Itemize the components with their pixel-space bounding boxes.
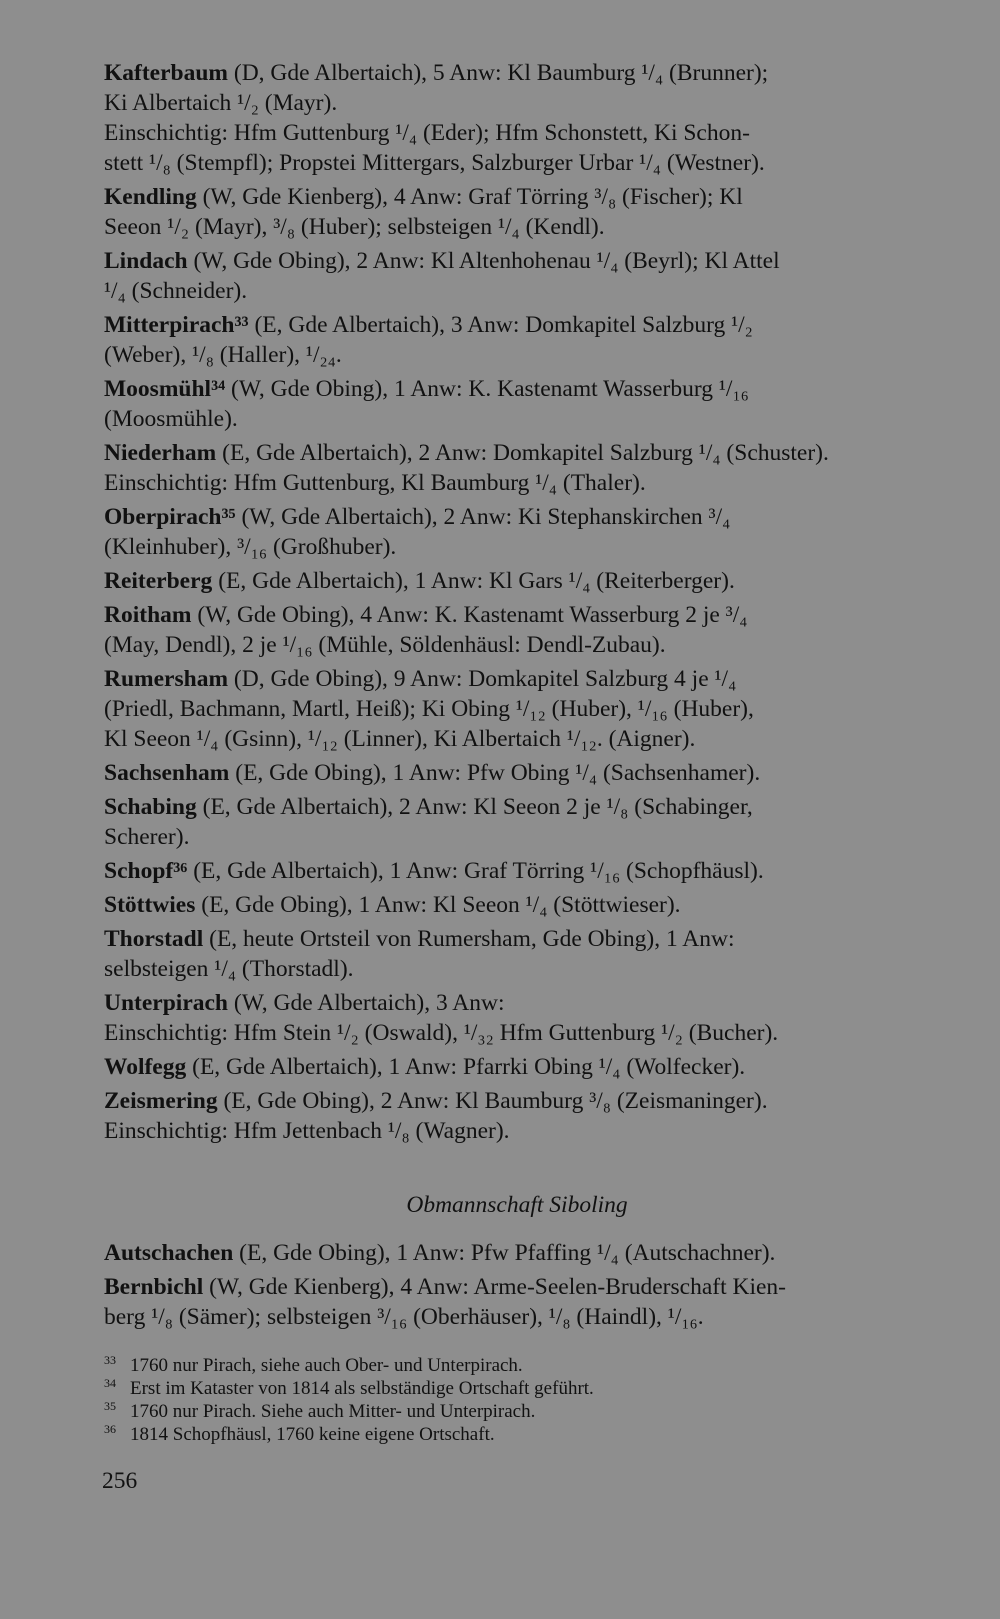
footnote: 35 1760 nur Pirach. Siehe auch Mitter- und Unterpirach. [104,1398,536,1422]
footnote: 33 1760 nur Pirach, siehe auch Ober- und Unterpirach. [104,1352,523,1376]
footnotes [104,1354,930,1446]
entry-line: Kafterbaum (D, Gde Albertaich), 5 Anw: Kl Baumburg ¹/₄ (Brunner); [104,60,769,86]
entry-headword: Autschachen [104,1240,234,1266]
place-entry [104,856,930,886]
entry-headword: Reiterberg [104,568,213,594]
entry-headword: Wolfegg [104,1054,187,1080]
place-entry [104,1238,930,1268]
entry-headword: Moosmühl³⁴ [104,376,226,402]
entry-headword: Unterpirach [104,990,229,1016]
place-entry [104,566,930,596]
entry-line: Einschichtig: Hfm Guttenburg, Kl Baumburg ¹/₄ (Thaler). [104,470,646,496]
footnote: 36 1814 Schopfhäusl, 1760 keine eigene Ortschaft. [104,1421,495,1445]
entry-line: (Moosmühle). [104,406,238,432]
place-entry [104,1272,930,1332]
entry-headword: Sachsenham [104,760,230,786]
place-entry [104,600,930,660]
entry-headword: Stöttwies [104,892,196,918]
entry-line: Mitterpirach³³ (E, Gde Albertaich), 3 Anw: Domkapitel Salzburg ¹/₂ [104,312,753,338]
entry-headword: Kendling [104,184,197,210]
entry-line: Seeon ¹/₂ (Mayr), ³/₈ (Huber); selbsteigen ¹/₄ (Kendl). [104,214,605,240]
entry-line: Niederham (E, Gde Albertaich), 2 Anw: Domkapitel Salzburg ¹/₄ (Schuster). [104,440,829,466]
entry-list-siboling [104,1238,930,1332]
entry-headword: Thorstadl [104,926,204,952]
place-entry [104,664,930,754]
place-entry [104,890,930,920]
place-entry [104,502,930,562]
entry-line: Lindach (W, Gde Obing), 2 Anw: Kl Altenhohenau ¹/₄ (Beyrl); Kl Attel [104,248,780,274]
entry-line: Moosmühl³⁴ (W, Gde Obing), 1 Anw: K. Kastenamt Wasserburg ¹/₁₆ [104,376,749,402]
entry-line: Rumersham (D, Gde Obing), 9 Anw: Domkapitel Salzburg 4 je ¹/₄ [104,666,737,692]
entry-headword: Schopf³⁶ [104,858,188,884]
entry-line: Schopf³⁶ (E, Gde Albertaich), 1 Anw: Graf Törring ¹/₁₆ (Schopfhäusl). [104,858,764,884]
place-entry [104,792,930,852]
entry-headword: Bernbichl [104,1274,204,1300]
footnote-text: Erst im Kataster von 1814 als selbständige Ortschaft geführt. [130,1378,594,1399]
place-entry [104,58,930,178]
place-entry [104,924,930,984]
entry-headword: Rumersham [104,666,229,692]
entry-line: Einschichtig: Hfm Jettenbach ¹/₈ (Wagner). [104,1118,510,1144]
entry-line: Bernbichl (W, Gde Kienberg), 4 Anw: Arme-Seelen-Bruderschaft Kien- [104,1274,786,1300]
entry-line: Oberpirach³⁵ (W, Gde Albertaich), 2 Anw: Ki Stephanskirchen ³/₄ [104,504,731,530]
footnote-text: 1760 nur Pirach. Siehe auch Mitter- und Unterpirach. [130,1401,536,1422]
entry-headword: Mitterpirach³³ [104,312,249,338]
place-entry [104,758,930,788]
place-entry [104,1086,930,1146]
place-entry [104,182,930,242]
entry-line: Ki Albertaich ¹/₂ (Mayr). [104,90,338,116]
entry-headword: Kafterbaum [104,60,229,86]
footnote-text: 1760 nur Pirach, siehe auch Ober- und Unterpirach. [130,1355,523,1376]
place-entry [104,246,930,306]
entry-headword: Lindach [104,248,188,274]
entry-line: Kendling (W, Gde Kienberg), 4 Anw: Graf Törring ³/₈ (Fischer); Kl [104,184,743,210]
entry-line: (Priedl, Bachmann, Martl, Heiß); Ki Obing ¹/₁₂ (Huber), ¹/₁₆ (Huber), [104,696,754,722]
entry-line: selbsteigen ¹/₄ (Thorstadl). [104,956,354,982]
entry-line: Scherer). [104,824,190,850]
entry-headword: Schabing [104,794,197,820]
footnote: 34 Erst im Kataster von 1814 als selbständige Ortschaft geführt. [104,1375,594,1399]
entry-line: Wolfegg (E, Gde Albertaich), 1 Anw: Pfarrki Obing ¹/₄ (Wolfecker). [104,1054,746,1080]
entry-line: Thorstadl (E, heute Ortsteil von Rumersham, Gde Obing), 1 Anw: [104,926,735,952]
entry-line: Zeismering (E, Gde Obing), 2 Anw: Kl Baumburg ³/₈ (Zeismaninger). [104,1088,768,1114]
place-entry [104,988,930,1048]
entry-line: Sachsenham (E, Gde Obing), 1 Anw: Pfw Obing ¹/₄ (Sachsenhamer). [104,760,761,786]
entry-line: stett ¹/₈ (Stempfl); Propstei Mittergars, Salzburger Urbar ¹/₄ (Westner). [104,150,765,176]
entry-headword: Roitham [104,602,192,628]
place-entry [104,1052,930,1082]
entry-headword: Zeismering [104,1088,218,1114]
place-entry [104,374,930,434]
footnote-text: 1814 Schopfhäusl, 1760 keine eigene Ortschaft. [130,1424,495,1445]
entry-line: (May, Dendl), 2 je ¹/₁₆ (Mühle, Söldenhäusl: Dendl-Zubau). [104,632,666,658]
entry-list [104,58,930,1146]
entry-line: Roitham (W, Gde Obing), 4 Anw: K. Kastenamt Wasserburg 2 je ³/₄ [104,602,748,628]
page-number: 256 [102,1468,138,1494]
entry-line: ¹/₄ (Schneider). [104,278,248,304]
entry-line: (Kleinhuber), ³/₁₆ (Großhuber). [104,534,397,560]
entry-line: (Weber), ¹/₈ (Haller), ¹/₂₄. [104,342,342,368]
entry-line: Einschichtig: Hfm Guttenburg ¹/₄ (Eder); Hfm Schonstett, Ki Schon- [104,120,750,146]
section-heading: Obmannschaft Siboling [406,1192,628,1218]
entry-line: Einschichtig: Hfm Stein ¹/₂ (Oswald), ¹/₃₂ Hfm Guttenburg ¹/₂ (Bucher). [104,1020,779,1046]
entry-line: Reiterberg (E, Gde Albertaich), 1 Anw: Kl Gars ¹/₄ (Reiterberger). [104,568,735,594]
entry-headword: Niederham [104,440,217,466]
entry-line: Kl Seeon ¹/₄ (Gsinn), ¹/₁₂ (Linner), Ki Albertaich ¹/₁₂. (Aigner). [104,726,696,752]
place-entry [104,438,930,498]
entry-line: Unterpirach (W, Gde Albertaich), 3 Anw: [104,990,505,1016]
entry-line: Autschachen (E, Gde Obing), 1 Anw: Pfw Pfaffing ¹/₄ (Autschachner). [104,1240,776,1266]
entry-line: Schabing (E, Gde Albertaich), 2 Anw: Kl Seeon 2 je ¹/₈ (Schabinger, [104,794,753,820]
place-entry [104,310,930,370]
entry-line: Stöttwies (E, Gde Obing), 1 Anw: Kl Seeon ¹/₄ (Stöttwieser). [104,892,681,918]
entry-line: berg ¹/₈ (Sämer); selbsteigen ³/₁₆ (Oberhäuser), ¹/₈ (Haindl), ¹/₁₆. [104,1304,704,1330]
entry-headword: Oberpirach³⁵ [104,504,236,530]
